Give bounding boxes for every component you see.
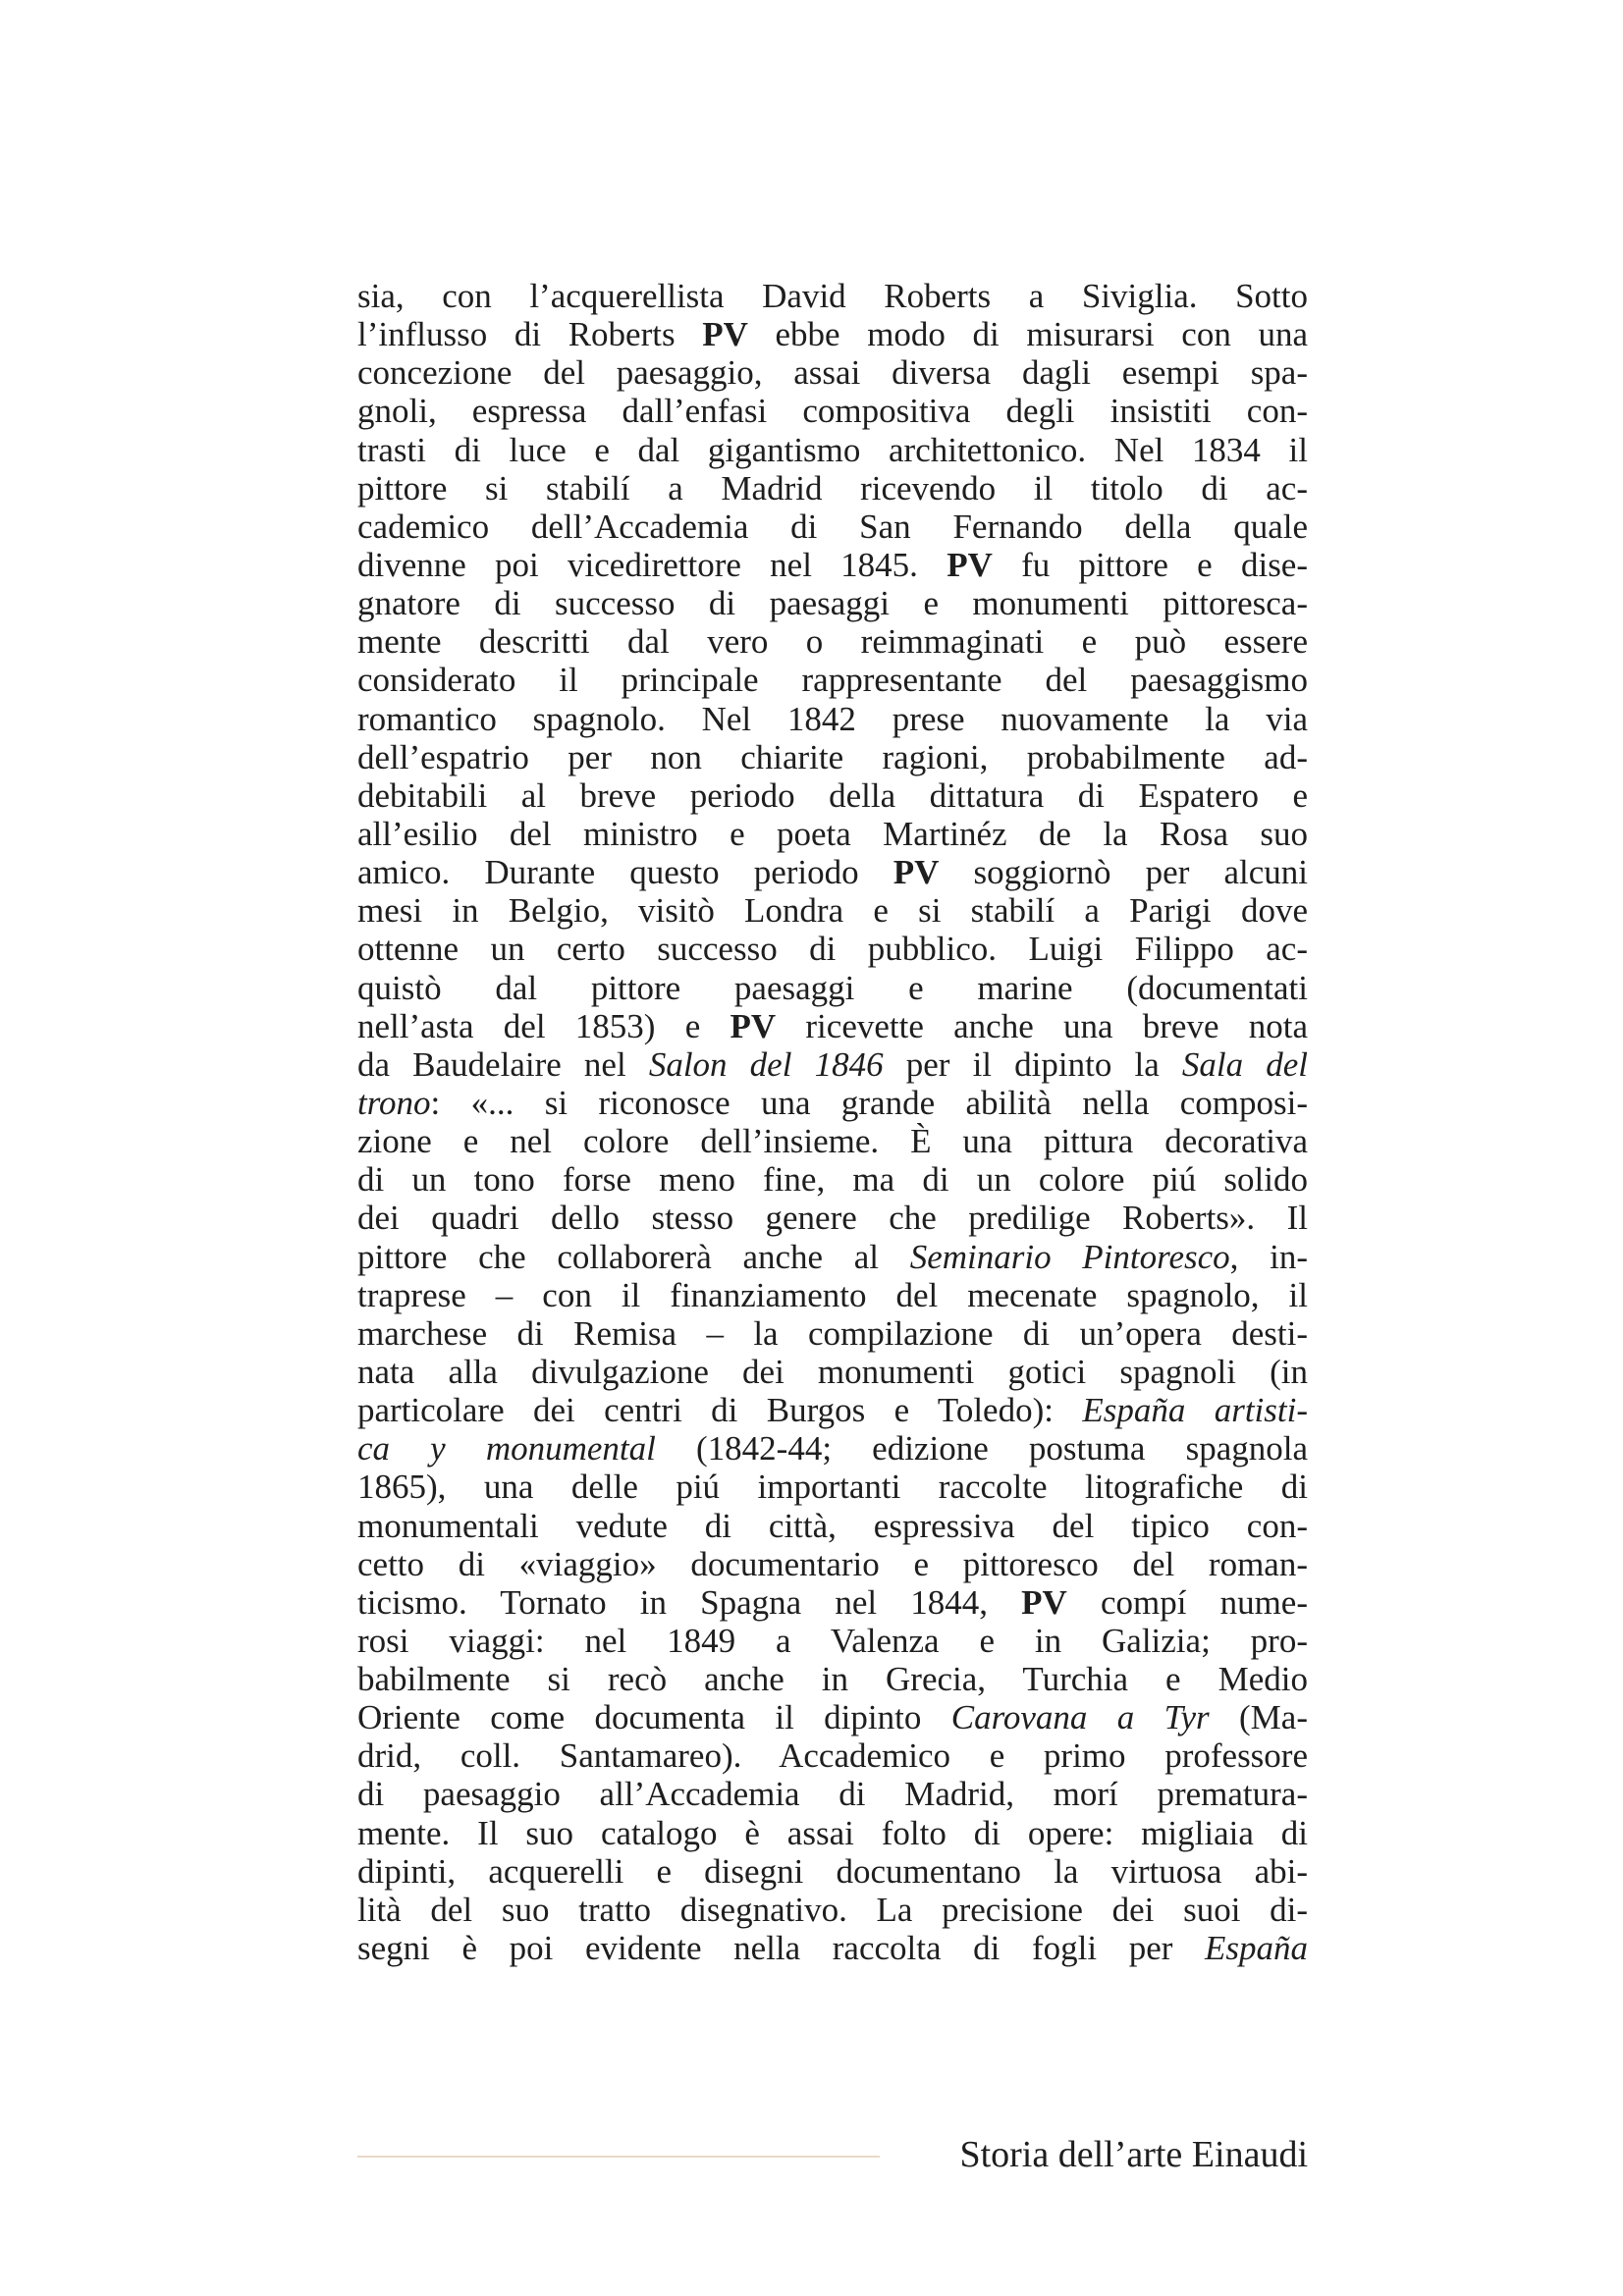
text-line: cetto di «viaggio» documentario e pittoresco del roman- <box>357 1544 1308 1583</box>
text-line: particolare dei centri di Burgos e Toledo): España artisti- <box>357 1391 1308 1430</box>
text-line: pittore che collaborerà anche al Seminario Pintoresco, in- <box>357 1237 1308 1276</box>
text-line: di un tono forse meno fine, ma di un colore piú solido <box>357 1160 1308 1200</box>
text-line: rosi viaggi: nel 1849 a Valenza e in Galizia; pro- <box>357 1621 1308 1660</box>
text-line: ca y monumental (1842-44; edizione postuma spagnola <box>357 1429 1309 1468</box>
text-line: quistò dal pittore paesaggi e marine (documentati <box>357 968 1308 1007</box>
text-line: segni è poi evidente nella raccolta di fogli per España <box>357 1929 1308 1968</box>
text-line: considerato il principale rappresentante del paesaggismo <box>357 661 1308 700</box>
text-line: trasti di luce e dal gigantismo architettonico. Nel 1834 il <box>357 430 1308 469</box>
text-line: ticismo. Tornato in Spagna nel 1844, PV compí nume- <box>357 1582 1308 1622</box>
text-line: debitabili al breve periodo della dittatura di Espatero e <box>357 775 1308 815</box>
footer-title: Storia dell’arte Einaudi <box>959 2134 1308 2175</box>
text-line: dei quadri dello stesso genere che predilige Roberts». Il <box>357 1199 1308 1238</box>
text-line: dell’espatrio per non chiarite ragioni, probabilmente ad- <box>357 737 1308 776</box>
text-line: babilmente si recò anche in Grecia, Turchia e Medio <box>357 1660 1308 1699</box>
body-text <box>357 277 1308 1967</box>
text-line: trono: «... si riconosce una grande abilità nella composi- <box>357 1083 1308 1122</box>
text-line: marchese di Remisa – la compilazione di un’opera desti- <box>357 1313 1308 1353</box>
text-line: da Baudelaire nel Salon del 1846 per il dipinto la Sala del <box>357 1044 1308 1084</box>
text-line: ottenne un certo successo di pubblico. Luigi Filippo ac- <box>357 930 1308 969</box>
text-line: divenne poi vicedirettore nel 1845. PV fu pittore e dise- <box>357 545 1309 584</box>
footer-rule <box>357 2156 880 2158</box>
text-line: l’influsso di Roberts PV ebbe modo di misurarsi con una <box>357 315 1308 354</box>
text-line: romantico spagnolo. Nel 1842 prese nuovamente la via <box>357 699 1308 738</box>
text-line: all’esilio del ministro e poeta Martinéz de la Rosa suo <box>357 814 1308 853</box>
text-line: drid, coll. Santamareo). Accademico e primo professore <box>357 1736 1308 1776</box>
text-line: nell’asta del 1853) e PV ricevette anche una breve nota <box>357 1006 1308 1045</box>
text-line: cademico dell’Accademia di San Fernando della quale <box>357 507 1308 546</box>
text-line: nata alla divulgazione dei monumenti gotici spagnoli (in <box>357 1352 1308 1391</box>
text-line: pittore si stabilí a Madrid ricevendo il titolo di ac- <box>357 468 1308 507</box>
text-line: mente descritti dal vero o reimmaginati e può essere <box>357 622 1308 662</box>
text-line: sia, con l’acquerellista David Roberts a Siviglia. Sotto <box>357 277 1308 315</box>
text-line: concezione del paesaggio, assai diversa dagli esempi spa- <box>357 353 1308 393</box>
text-line: traprese – con il finanziamento del mecenate spagnolo, il <box>357 1275 1308 1314</box>
text-line: amico. Durante questo periodo PV soggiornò per alcuni <box>357 853 1308 892</box>
text-line: gnoli, espressa dall’enfasi compositiva degli insistiti con- <box>357 392 1308 431</box>
text-line: mesi in Belgio, visitò Londra e si stabilí a Parigi dove <box>357 891 1308 931</box>
text-line: mente. Il suo catalogo è assai folto di opere: migliaia di <box>357 1813 1308 1852</box>
text-line: lità del suo tratto disegnativo. La precisione dei suoi di- <box>357 1890 1308 1929</box>
text-line: gnatore di successo di paesaggi e monumenti pittoresca- <box>357 584 1308 623</box>
text-line: Oriente come documenta il dipinto Carovana a Tyr (Ma- <box>357 1698 1308 1737</box>
text-line: dipinti, acquerelli e disegni documentano la virtuosa abi- <box>357 1851 1308 1891</box>
text-line: monumentali vedute di città, espressiva del tipico con- <box>357 1506 1308 1545</box>
text-line: zione e nel colore dell’insieme. È una pittura decorativa <box>357 1122 1308 1161</box>
text-line: 1865), una delle piú importanti raccolte litografiche di <box>357 1468 1308 1507</box>
text-line: di paesaggio all’Accademia di Madrid, morí prematura- <box>357 1775 1308 1814</box>
